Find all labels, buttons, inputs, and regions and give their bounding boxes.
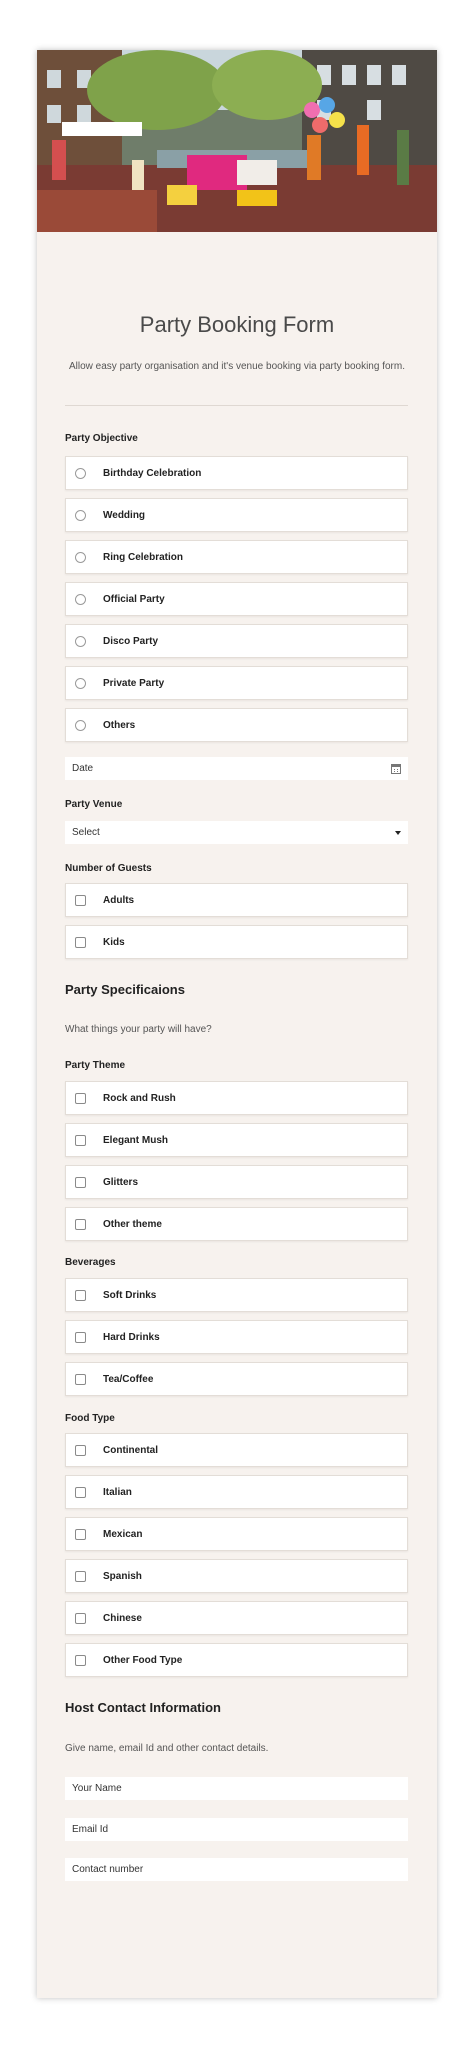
option-label: Ring Celebration xyxy=(103,551,184,563)
objective-option-others[interactable] xyxy=(65,708,408,742)
checkbox[interactable] xyxy=(75,1332,86,1343)
theme-option-elegant[interactable] xyxy=(65,1123,408,1157)
option-label: Disco Party xyxy=(103,635,159,647)
contact-number-input[interactable] xyxy=(65,1858,408,1881)
date-input[interactable] xyxy=(65,757,408,780)
objective-option-ring[interactable] xyxy=(65,540,408,574)
host-contact-heading: Host Contact Information xyxy=(65,1700,221,1715)
checkbox[interactable] xyxy=(75,1571,86,1582)
option-label: Elegant Mush xyxy=(103,1134,169,1146)
contact-number-placeholder: Contact number xyxy=(72,1864,144,1875)
food-option-mexican[interactable] xyxy=(65,1517,408,1551)
form-subtitle: Allow easy party organisation and it's venue booking via party booking form. xyxy=(69,361,405,372)
checkbox[interactable] xyxy=(75,1219,86,1230)
beverages-option-soft[interactable] xyxy=(65,1278,408,1312)
option-label: Adults xyxy=(103,894,135,906)
option-label: Kids xyxy=(103,936,125,948)
email-input[interactable] xyxy=(65,1818,408,1841)
objective-option-disco[interactable] xyxy=(65,624,408,658)
checkbox[interactable] xyxy=(75,1445,86,1456)
number-of-guests-label: Number of Guests xyxy=(65,863,152,874)
theme-option-rock[interactable] xyxy=(65,1081,408,1115)
food-type-label: Food Type xyxy=(65,1413,115,1424)
radio-button[interactable] xyxy=(75,510,86,521)
food-option-chinese[interactable] xyxy=(65,1601,408,1635)
hero-image xyxy=(37,50,437,232)
email-placeholder: Email Id xyxy=(72,1824,109,1835)
beverages-option-hard[interactable] xyxy=(65,1320,408,1354)
checkbox[interactable] xyxy=(75,1290,86,1301)
option-label: Birthday Celebration xyxy=(103,467,202,479)
divider xyxy=(65,405,408,406)
party-specifications-description: What things your party will have? xyxy=(65,1024,212,1035)
objective-option-official[interactable] xyxy=(65,582,408,616)
checkbox[interactable] xyxy=(75,895,86,906)
form-title: Party Booking Form xyxy=(139,312,335,337)
option-label: Official Party xyxy=(103,593,165,605)
option-label: Glitters xyxy=(103,1176,139,1188)
checkbox[interactable] xyxy=(75,1655,86,1666)
party-venue-label: Party Venue xyxy=(65,799,123,810)
option-label: Private Party xyxy=(103,677,165,689)
option-label: Other theme xyxy=(103,1218,162,1230)
food-option-spanish[interactable] xyxy=(65,1559,408,1593)
option-label: Spanish xyxy=(103,1570,142,1582)
beverages-option-tea[interactable] xyxy=(65,1362,408,1396)
option-label: Other Food Type xyxy=(103,1654,183,1666)
venue-select[interactable] xyxy=(65,821,408,844)
party-specifications-heading: Party Specificaions xyxy=(65,982,185,997)
checkbox[interactable] xyxy=(75,1487,86,1498)
radio-button[interactable] xyxy=(75,678,86,689)
caret-down-icon xyxy=(395,831,401,835)
objective-option-wedding[interactable] xyxy=(65,498,408,532)
option-label: Wedding xyxy=(103,509,146,521)
option-label: Soft Drinks xyxy=(103,1289,157,1301)
party-theme-label: Party Theme xyxy=(65,1060,126,1071)
objective-option-private[interactable] xyxy=(65,666,408,700)
option-label: Others xyxy=(103,719,136,731)
checkbox[interactable] xyxy=(75,1135,86,1146)
option-label: Tea/Coffee xyxy=(103,1373,154,1385)
option-label: Rock and Rush xyxy=(103,1092,176,1104)
party-objective-label: Party Objective xyxy=(65,433,138,444)
theme-option-glitters[interactable] xyxy=(65,1165,408,1199)
guests-option-adults[interactable] xyxy=(65,883,408,917)
radio-button[interactable] xyxy=(75,594,86,605)
host-contact-description: Give name, email Id and other contact details. xyxy=(65,1743,269,1754)
option-label: Italian xyxy=(103,1486,132,1498)
option-label: Hard Drinks xyxy=(103,1331,160,1343)
checkbox[interactable] xyxy=(75,937,86,948)
option-label: Mexican xyxy=(103,1528,143,1540)
theme-option-other[interactable] xyxy=(65,1207,408,1241)
radio-button[interactable] xyxy=(75,720,86,731)
form-card xyxy=(37,50,437,1998)
beverages-label: Beverages xyxy=(65,1257,116,1268)
radio-button[interactable] xyxy=(75,468,86,479)
checkbox[interactable] xyxy=(75,1374,86,1385)
checkbox[interactable] xyxy=(75,1529,86,1540)
food-option-italian[interactable] xyxy=(65,1475,408,1509)
checkbox[interactable] xyxy=(75,1093,86,1104)
name-input[interactable] xyxy=(65,1777,408,1800)
venue-selected-value: Select xyxy=(72,827,100,838)
calendar-icon[interactable] xyxy=(391,764,401,774)
option-label: Chinese xyxy=(103,1612,142,1624)
food-option-other[interactable] xyxy=(65,1643,408,1677)
food-option-continental[interactable] xyxy=(65,1433,408,1467)
name-placeholder: Your Name xyxy=(72,1783,122,1794)
date-placeholder: Date xyxy=(72,763,94,774)
checkbox[interactable] xyxy=(75,1613,86,1624)
party-photo xyxy=(37,50,437,232)
radio-button[interactable] xyxy=(75,552,86,563)
option-label: Continental xyxy=(103,1444,158,1456)
guests-option-kids[interactable] xyxy=(65,925,408,959)
checkbox[interactable] xyxy=(75,1177,86,1188)
radio-button[interactable] xyxy=(75,636,86,647)
objective-option-birthday[interactable] xyxy=(65,456,408,490)
